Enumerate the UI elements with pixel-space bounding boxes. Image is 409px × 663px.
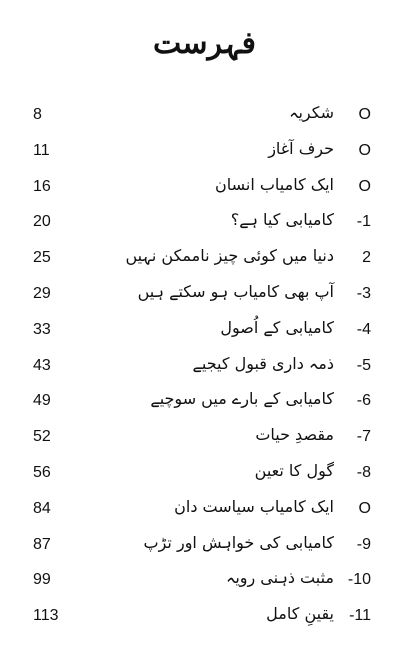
entry-title: ذمہ داری قبول کیجیے <box>192 353 334 373</box>
toc-row[interactable] <box>0 136 409 172</box>
entry-title: دنیا میں کوئی چیز ناممکن نہیں <box>125 246 334 266</box>
entry-marker: -9 <box>356 535 371 553</box>
page-number: 87 <box>33 535 51 553</box>
entry-title: مثبت ذہنی رویہ <box>225 568 334 588</box>
entry-marker: 2 <box>362 249 371 267</box>
toc-row[interactable] <box>0 494 409 530</box>
toc-row[interactable] <box>0 172 409 208</box>
toc-row[interactable] <box>0 100 409 136</box>
toc-row[interactable] <box>0 386 409 422</box>
entry-title: مقصدِ حیات <box>255 425 334 445</box>
page-number: 52 <box>33 428 51 446</box>
entry-title: کامیابی کے بارے میں سوچیے <box>150 389 334 409</box>
page-number: 43 <box>33 356 51 374</box>
page-number: 33 <box>33 320 51 338</box>
entry-marker: -4 <box>356 320 371 338</box>
entry-title: حرف آغاز <box>268 138 334 158</box>
entry-title: کامیابی کیا ہے؟ <box>230 210 334 230</box>
toc-row[interactable] <box>0 601 409 637</box>
page-number: 49 <box>33 392 51 410</box>
entry-marker: -10 <box>347 571 371 589</box>
entry-title: کامیابی کے اُصول <box>220 317 334 337</box>
toc-row[interactable] <box>0 351 409 387</box>
page-number: 29 <box>33 284 51 302</box>
page-number: 25 <box>33 249 51 267</box>
page-number: 20 <box>33 213 51 231</box>
page-number: 16 <box>33 177 51 195</box>
page-number: 11 <box>33 141 50 159</box>
entry-marker: -5 <box>356 356 371 374</box>
entry-title: ایک کامیاب انسان <box>214 174 334 194</box>
entry-marker: O <box>358 177 371 195</box>
page-number: 8 <box>33 106 42 123</box>
page-number: 99 <box>33 571 51 589</box>
toc-row[interactable] <box>0 207 409 243</box>
page-number: 56 <box>33 463 51 481</box>
toc-row[interactable] <box>0 315 409 351</box>
page-number: 84 <box>33 499 51 517</box>
toc-row[interactable] <box>0 243 409 279</box>
entry-title: یقینِ کامل <box>266 604 334 624</box>
table-of-contents <box>0 100 409 637</box>
entry-title: ایک کامیاب سیاست دان <box>174 496 334 516</box>
entry-marker: -1 <box>356 213 371 231</box>
entry-marker: O <box>358 499 371 517</box>
entry-marker: -3 <box>356 284 371 302</box>
page-title: فہرست <box>152 26 257 61</box>
entry-marker: O <box>358 106 371 123</box>
entry-marker: O <box>358 141 371 159</box>
entry-title: کامیابی کی خواہش اور تڑپ <box>143 532 334 552</box>
entry-title: آپ بھی کامیاب ہو سکتے ہیں <box>137 281 334 301</box>
entry-marker: -7 <box>356 428 371 446</box>
toc-row[interactable] <box>0 458 409 494</box>
entry-marker: -8 <box>356 463 371 481</box>
page-number: 113 <box>33 607 59 625</box>
toc-row[interactable] <box>0 279 409 315</box>
toc-row[interactable] <box>0 530 409 566</box>
entry-title: شکریہ <box>289 103 334 122</box>
entry-marker: -11 <box>349 607 371 625</box>
toc-row[interactable] <box>0 422 409 458</box>
entry-marker: -6 <box>356 392 371 410</box>
toc-row[interactable] <box>0 565 409 601</box>
entry-title: گول کا تعین <box>254 460 334 480</box>
